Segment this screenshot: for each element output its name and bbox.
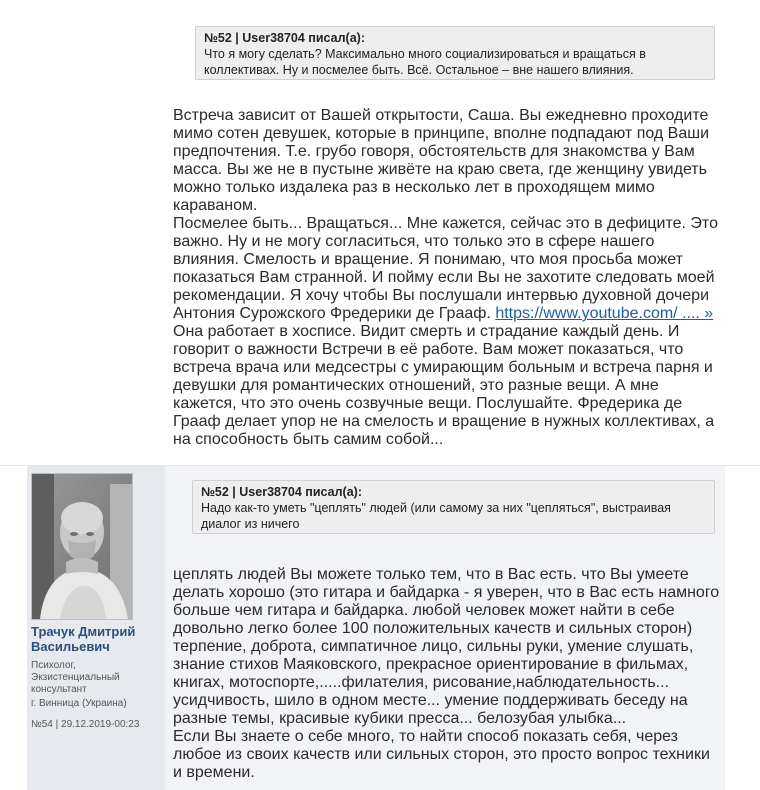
quote-header: №52 | User38704 писал(а): xyxy=(204,31,365,45)
quote-text: Надо как-то уметь "цеплять" людей (или самому за них "цепляться", выстраивая диалог из ничего xyxy=(201,501,671,531)
post-text xyxy=(173,107,721,449)
post-text xyxy=(173,566,721,782)
quote-text: Что я могу сделать? Максимально много социализироваться и вращаться в коллективах. Ну и посмелее быть. Всё. Остальное – вне нашего влияния. xyxy=(204,47,646,77)
youtube-link[interactable]: https://www.youtube.com/ .... » xyxy=(495,305,714,322)
avatar-photo-icon xyxy=(32,474,132,619)
author-panel xyxy=(27,466,165,790)
post-paragraph: Посмелее быть... Вращаться... Мне кажется, сейчас это в дефиците. Это важно. Ну и не могу согласиться, что только это в сфере нашего влияния. Смелость и вращение. Я понимаю, что моя просьба может показаться Вам странной. И пойму если Вы не захотите следовать моей рекомендации. Я хочу чтобы Вы послушали интервью духовной дочери Антония Сурожского Фредерики де Грааф. https://www.youtube.com/ .... » Она работает в хосписе. Видит смерть и страдание каждый день. И говорит о важности Встречи в её работе. Вам может показаться, что встреча врача или медсестры с умирающим больным и встреча парня и девушки для романтических отношений, это разные вещи. А мне кажется, что это очень созвучные вещи. Послушайте. Фредерика де Грааф делает упор не на смелость и вращение в нужных коллективах, а на способность быть самим собой... xyxy=(173,215,718,448)
author-city: г. Винница (Украина) xyxy=(31,698,127,709)
post-paragraph: цеплять людей Вы можете только тем, что в Вас есть. что Вы умеете делать хорошо (это гитара и байдарка - я уверен, что в Вас есть намного больше чем гитара и байдарка. любой человек может найти в себе довольно легко более 100 положительных качеств и сильных сторон) терпение, доброта, симпатичное лицо, сильны руки, умение слушать, знание стихов Маяковского, прекрасное ориентирование в фильмах, книгах, мотоспорте,.....филателия, рисование,наблюдательность... усидчивость, шило в одном месте... умение поддерживать беседу на разные темы, красивые кубики пресса... белозубая улыбка... xyxy=(173,566,720,727)
quote-block xyxy=(195,26,715,80)
quote-block xyxy=(192,480,715,534)
avatar[interactable] xyxy=(31,473,133,620)
post-number-date[interactable]: №54 | 29.12.2019-00:23 xyxy=(31,719,140,730)
post-paragraph: Если Вы знаете о себе много, то найти способ показать себя, через любое из своих качеств или сильных сторон, это просто вопрос техники и времени. xyxy=(173,728,710,781)
author-role: Психолог, Экзистенциальный консультант xyxy=(31,660,120,695)
author-name[interactable]: Трачук Дмитрий Васильевич xyxy=(31,624,136,654)
post-content xyxy=(165,0,725,465)
post-content xyxy=(165,466,725,790)
quote-header: №52 | User38704 писал(а): xyxy=(201,485,362,499)
forum-post xyxy=(0,465,760,790)
post-paragraph: Встреча зависит от Вашей открытости, Саша. Вы ежедневно проходите мимо сотен девушек, которые в принципе, вполне подпадают под Ваши предпочтения. Т.е. грубо говоря, обстоятельств для знакомства у Вам масса. Вы же не в пустыне живёте на краю света, где женщину увидеть можно только издалека раз в несколько лет в проходящем мимо караваном. xyxy=(173,107,710,214)
